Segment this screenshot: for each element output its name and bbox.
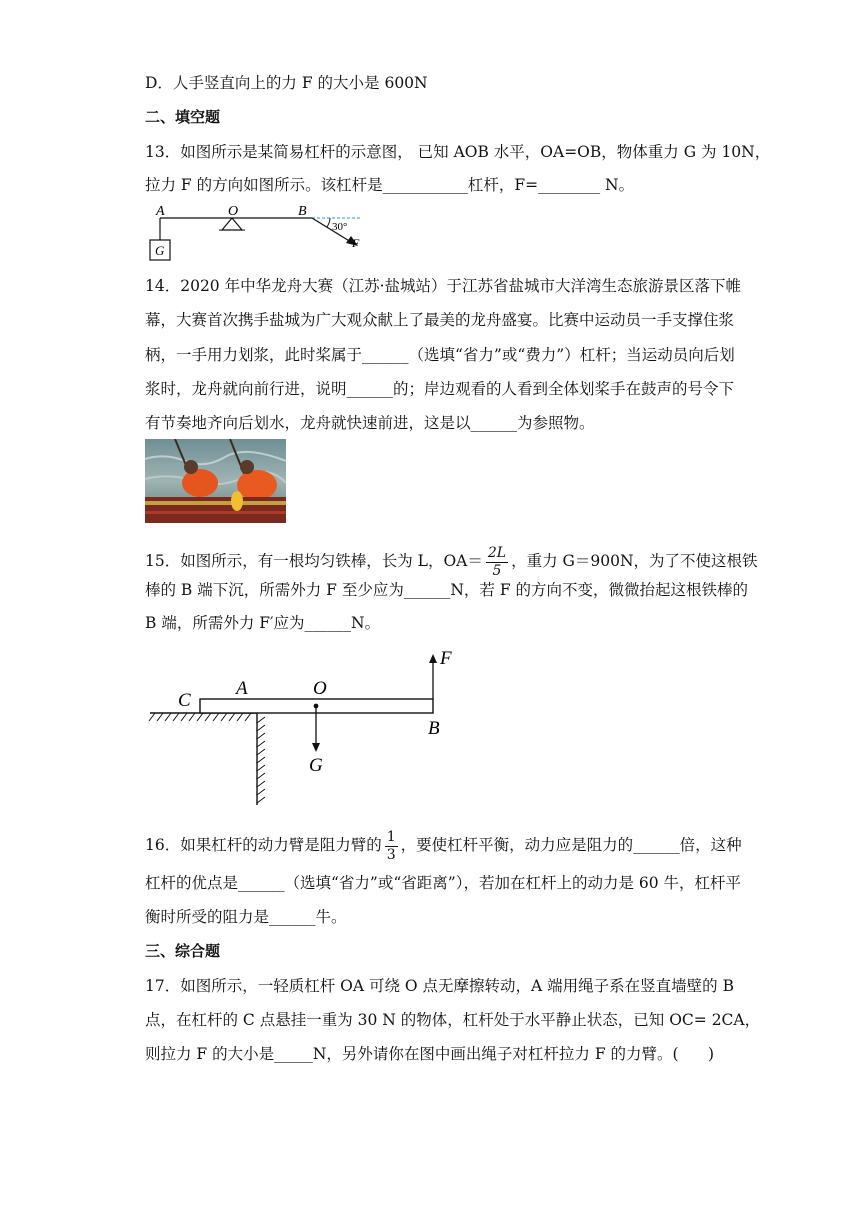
q15-frac-num: 2L bbox=[487, 544, 507, 561]
q13-label-a: A bbox=[156, 204, 165, 219]
q15-label-b: B bbox=[428, 718, 440, 739]
q13-label-f: F bbox=[352, 236, 360, 250]
q17-line3: 则拉力 F 的大小是_____N，另外请你在图中画出绳子对杠杆拉力 F 的力臂。( bbox=[145, 1045, 679, 1063]
q16-line3: 衡时所受的阻力是______牛。 bbox=[145, 908, 347, 926]
q12-option-d: D．人手竖直向上的力 F 的大小是 600N bbox=[145, 74, 428, 92]
q15-iron-rod-figure bbox=[145, 645, 465, 810]
q16-line2: 杠杆的优点是______（选填“省力”或“省距离”），若加在杠杆上的动力是 60 牛，杠杆平 bbox=[145, 874, 742, 892]
q16-line1-text-b: ，要使杠杆平衡，动力应是阻力的______倍，这种 bbox=[400, 836, 742, 854]
q13-line1: 13．如图所示是某简易杠杆的示意图， 已知 AOB 水平，OA=OB，物体重力 G 为 10N， bbox=[145, 143, 771, 161]
section-fill-blank-title: 二、填空题 bbox=[145, 108, 221, 126]
q16-fraction bbox=[385, 829, 398, 864]
q13-label-o: O bbox=[228, 204, 239, 219]
q13-lever-figure bbox=[140, 202, 380, 264]
q15-fraction bbox=[486, 545, 508, 580]
q17-line2: 点，在杠杆的 C 点悬挂一重为 30 N 的物体，杠杆处于水平静止状态，已知 OC= 2CA， bbox=[145, 1011, 761, 1029]
q16-line1-text-a: 16．如果杠杆的动力臂是阻力臂的 bbox=[145, 836, 382, 854]
q16-line1 bbox=[145, 825, 742, 865]
q15-frac-den: 5 bbox=[492, 562, 502, 579]
q15-label-a: A bbox=[236, 678, 248, 699]
q13-fulcrum bbox=[222, 218, 242, 230]
q15-label-o: O bbox=[313, 678, 327, 699]
q15-line1 bbox=[145, 541, 758, 581]
q15-label-g: G bbox=[309, 755, 323, 776]
q17-line1: 17．如图所示，一轻质杠杆 OA 可绕 O 点无摩擦转动，A 端用绳子系在竖直墙壁的 B bbox=[145, 977, 734, 995]
q16-frac-num: 1 bbox=[386, 828, 396, 845]
q14-line3: 柄，一手用力划浆，此时桨属于______（选填“省力”或“费力”）杠杆；当运动员向后划 bbox=[145, 346, 735, 364]
q14-line1: 14．2020 年中华龙舟大赛（江苏·盐城站）于江苏省盐城市大洋湾生态旅游景区落下帷 bbox=[145, 277, 742, 295]
q15-label-f: F bbox=[440, 648, 452, 669]
q13-label-g: G bbox=[155, 243, 165, 258]
q13-line2: 拉力 F 的方向如图所示。该杠杆是___________杠杆，F=________ N。 bbox=[145, 176, 635, 194]
q17-answer-paren-close: ) bbox=[708, 1045, 715, 1063]
dragon-boat-photo bbox=[145, 439, 286, 523]
q15-line1-text-b: ，重力 G＝900N，为了不使这根铁 bbox=[511, 552, 758, 570]
q14-line5: 有节奏地齐向后划水，龙舟就快速前进，这是以______为参照物。 bbox=[145, 414, 595, 432]
section-comprehensive-title: 三、综合题 bbox=[145, 942, 221, 960]
q15-line3: B 端，所需外力 F′应为______N。 bbox=[145, 614, 381, 632]
q15-line1-text-a: 15．如图所示，有一根均匀铁棒，长为 L，OA＝ bbox=[145, 552, 483, 570]
q16-frac-den: 3 bbox=[386, 846, 396, 863]
q14-line2: 幕，大赛首次携手盐城为广大观众献上了最美的龙舟盛宴。比赛中运动员一手支撑住浆 bbox=[145, 311, 735, 329]
q14-line4: 浆时，龙舟就向前行进，说明______的；岸边观看的人看到全体划桨手在鼓声的号令下 bbox=[145, 380, 735, 398]
q15-label-c: C bbox=[178, 690, 191, 711]
q13-label-b: B bbox=[298, 204, 307, 219]
q15-line2: 棒的 B 端下沉，所需外力 F 至少应为______N，若 F 的方向不变，微微抬起这根铁棒的 bbox=[145, 581, 749, 599]
q13-label-angle: 30° bbox=[332, 221, 348, 233]
